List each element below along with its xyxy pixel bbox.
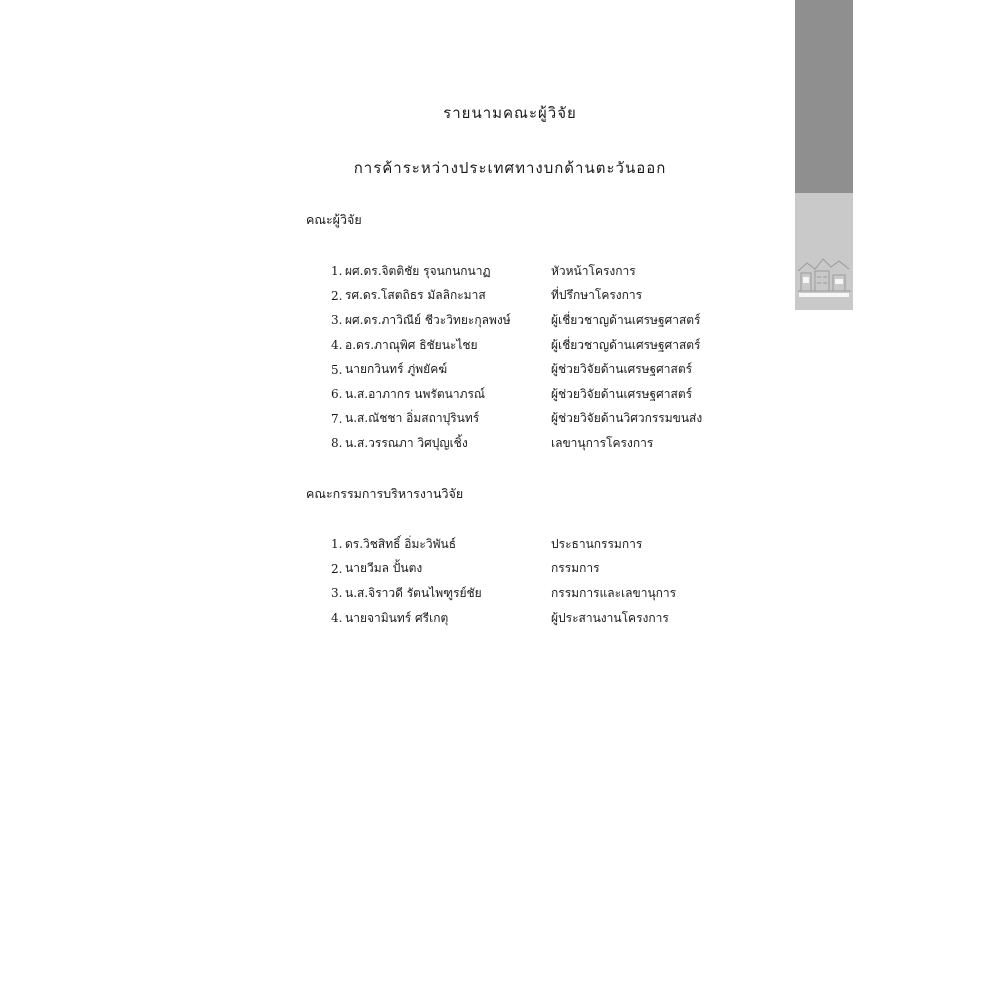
member-role: ผู้ประสานงานโครงการ <box>551 610 669 625</box>
member-name: ดร.วิชสิทธิ์ อิ่มะวิพันธ์ <box>345 536 457 551</box>
margin-tab-dark <box>795 0 853 193</box>
member-role: เลขานุการโครงการ <box>551 435 654 450</box>
item-number: 6. <box>331 387 343 402</box>
member-role: ประธานกรรมการ <box>551 536 643 551</box>
member-name: น.ส.วรรณภา วิศปุญเชิ้ง <box>345 435 468 450</box>
researchers-heading: คณะผู้วิจัย <box>306 212 362 227</box>
item-number: 3. <box>331 586 343 601</box>
committee-heading: คณะกรรมการบริหารงานวิจัย <box>306 486 464 501</box>
list-item <box>331 407 771 432</box>
list-item <box>331 606 771 631</box>
member-name: นายกวินทร์ ภู่พยัคฆ์ <box>345 362 448 377</box>
member-role: ผู้ช่วยวิจัยด้านเศรษฐศาสตร์ <box>551 386 693 401</box>
member-name: น.ส.จิราวดี รัตนไพฑูรย์ชัย <box>345 585 482 600</box>
building-illustration-icon <box>795 193 853 310</box>
list-item <box>331 284 771 309</box>
list-item <box>331 557 771 582</box>
project-title: การค้าระหว่างประเทศทางบกด้านตะวันออก <box>353 159 667 177</box>
member-name: นายจามินทร์ ศรีเกตุ <box>345 610 449 625</box>
member-role: ผู้เชี่ยวชาญด้านเศรษฐศาสตร์ <box>551 337 701 352</box>
item-number: 2. <box>331 288 343 303</box>
member-name: รศ.ดร.โสตถิธร มัลลิกะมาส <box>345 288 486 303</box>
margin-tab-light <box>795 193 853 310</box>
member-name: นายวีมล ปั้นตง <box>345 561 423 576</box>
member-role: กรรมการและเลขานุการ <box>551 585 677 600</box>
item-number: 8. <box>331 436 343 451</box>
member-role: ที่ปรึกษาโครงการ <box>551 288 643 303</box>
list-item <box>331 581 771 606</box>
item-number: 3. <box>331 313 343 328</box>
list-item <box>331 431 771 456</box>
item-number: 1. <box>331 264 343 279</box>
member-name: อ.ดร.ภาณุพิศ ธิชัยนะไชย <box>345 337 478 352</box>
member-role: ผู้ช่วยวิจัยด้านเศรษฐศาสตร์ <box>551 362 693 377</box>
member-name: น.ส.ณัชชา อิ่มสถาปุรินทร์ <box>345 411 480 426</box>
item-number: 5. <box>331 362 343 377</box>
member-name: ผศ.ดร.จิตติชัย รุจนกนกนาฏ <box>345 263 491 278</box>
item-number: 4. <box>331 611 343 626</box>
researchers-list <box>331 259 771 456</box>
committee-list <box>331 532 771 630</box>
list-item <box>331 259 771 284</box>
item-number: 1. <box>331 537 343 552</box>
member-role: กรรมการ <box>551 561 600 576</box>
member-name: น.ส.อาภากร นพรัตนาภรณ์ <box>345 386 486 401</box>
member-role: ผู้เชี่ยวชาญด้านเศรษฐศาสตร์ <box>551 312 701 327</box>
list-item <box>331 308 771 333</box>
page-title: รายนามคณะผู้วิจัย <box>443 104 577 122</box>
item-number: 4. <box>331 338 343 353</box>
member-name: ผศ.ดร.ภาวิณีย์ ชีวะวิทยะกุลพงษ์ <box>345 312 511 327</box>
list-item <box>331 382 771 407</box>
list-item <box>331 357 771 382</box>
member-role: ผู้ช่วยวิจัยด้านวิศวกรรมขนส่ง <box>551 411 703 426</box>
list-item <box>331 532 771 557</box>
list-item <box>331 333 771 358</box>
item-number: 7. <box>331 411 343 426</box>
item-number: 2. <box>331 561 343 576</box>
member-role: หัวหน้าโครงการ <box>551 263 636 278</box>
